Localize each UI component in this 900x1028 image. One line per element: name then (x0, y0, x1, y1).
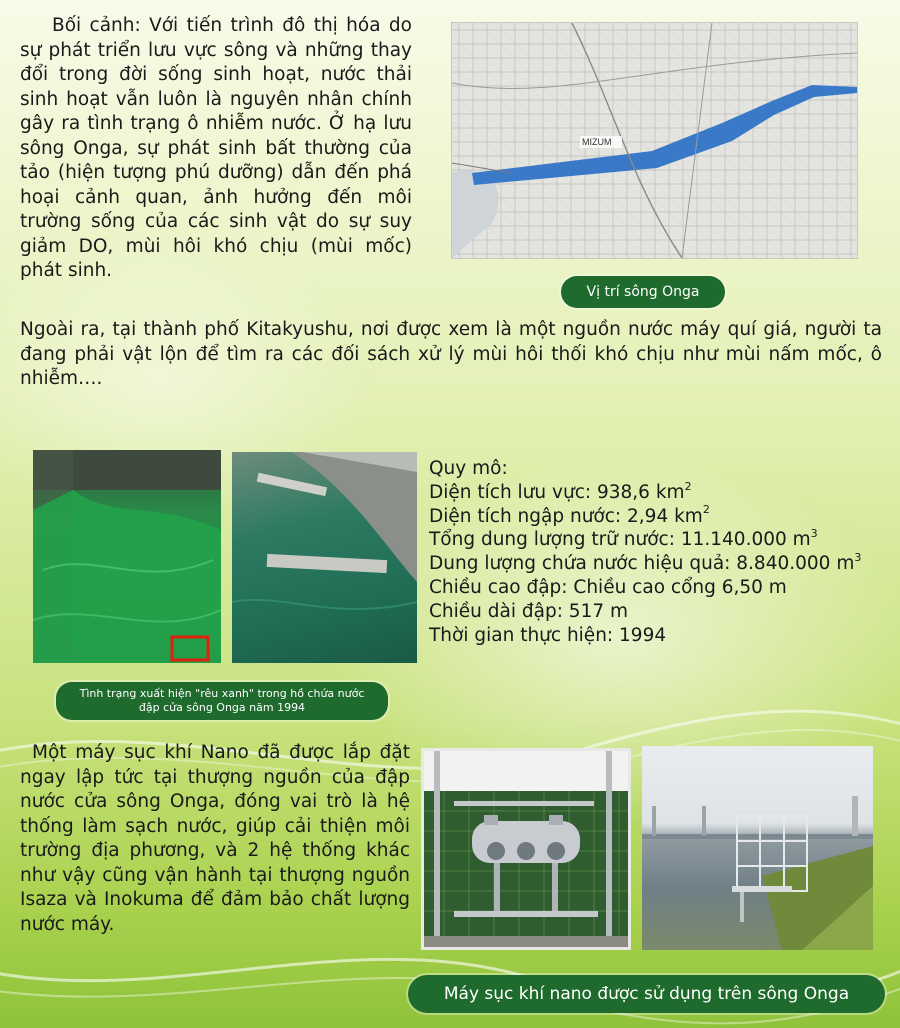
onga-river-map (451, 22, 858, 259)
algae-caption (56, 682, 388, 720)
algae-caption-line1: Tình trạng xuất hiện "rêu xanh" trong hồ chứa nước (79, 687, 365, 700)
spec-item: Tổng dung lượng trữ nước: 11.140.000 $m^3$ (429, 527, 818, 551)
kitakyushu-paragraph: Ngoài ra, tại thành phố Kitakyushu, nơi được xem là một nguồn nước máy quí giá, người ta đang phải vật lộn để tìm ra các đối sách xử lý mùi hôi thối khó chịu như mùi nấm mốc, ô nhiễm…. (20, 319, 882, 389)
intro-paragraph: Bối cảnh: Với tiến trình đô thị hóa do sự phát triển lưu vực sông và những thay đổi trong đời sống sinh hoạt, nước thải sinh hoạt vẫn luôn là nguyên nhân chính gây ra tình trạng ô nhiễm nước. Ở hạ lưu sông Onga, sự phát sinh bất thường của tảo (hiện tượng phú dưỡng) dẫn đến phá hoại cảnh quan, ảnh hưởng đến môi trường sống của các sinh vật do sự suy giảm DO, mùi hôi khó chịu (mùi mốc) phát sinh. (20, 15, 412, 281)
dam-specs (429, 457, 879, 647)
nano-aerator-machine-photo (421, 748, 631, 950)
spec-item: Chiều dài đập: 517 m (429, 600, 629, 622)
spec-item: Diện tích ngập nước: 2,94 $km^2$ (429, 503, 710, 527)
nano-caption: Máy sục khí nano được sử dụng trên sông Onga (408, 975, 885, 1013)
map-caption: Vị trí sông Onga (561, 276, 725, 308)
algae-photo-reservoir (33, 450, 221, 663)
spec-item: Chiều cao đập: Chiều cao cổng 6,50 m (429, 576, 787, 598)
algae-caption-line2: đập cửa sông Onga năm 1994 (138, 701, 306, 714)
river-installation-photo (642, 746, 873, 950)
nano-paragraph: Một máy sục khí Nano đã được lắp đặt ngay lập tức tại thượng nguồn của đập nước cửa sông Onga, đóng vai trò là hệ thống làm sạch nước, giúp cải thiện môi trường địa phương, và 2 hệ thống khác như vậy cũng vận hành tại thượng nguồn Isaza và Inokuma để đảm bảo chất lượng nước máy. (20, 742, 410, 935)
spec-item: Thời gian thực hiện: 1994 (429, 624, 667, 646)
specs-heading: Quy mô: (429, 458, 508, 479)
map-label: MIZUM (582, 137, 612, 147)
spec-item: Diện tích lưu vực: 938,6 $km^2$ (429, 479, 692, 503)
algae-photo-channel (232, 452, 417, 663)
spec-item: Dung lượng chứa nước hiệu quả: 8.840.000 $m^3$ (429, 551, 862, 575)
